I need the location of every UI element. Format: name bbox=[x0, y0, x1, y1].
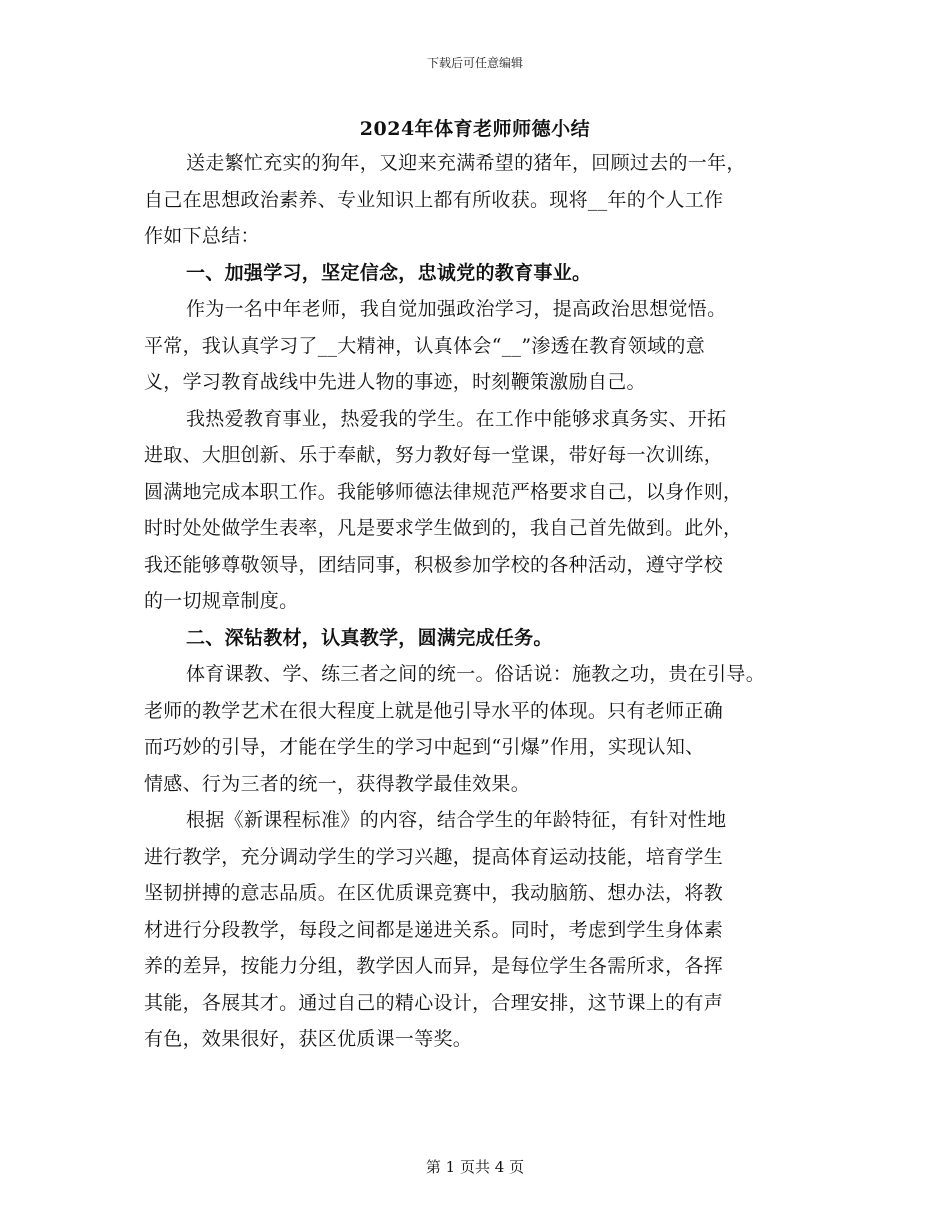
paragraph-line: 我还能够尊敬领导，团结同事，积极参加学校的各种活动，遵守学校 bbox=[144, 553, 724, 576]
paragraph-line: 而巧妙的引导，才能在学生的学习中起到“引爆”作用，实现认知、 bbox=[144, 736, 705, 758]
paragraph-line: 时时处处做学生表率，凡是要求学生做到的，我自己首先做到。此外， bbox=[144, 517, 743, 539]
paragraph-line: 养的差异，按能力分组，教学因人而异，是每位学生各需所求，各挥 bbox=[144, 955, 724, 977]
paragraph-line: 进行教学，充分调动学生的学习兴趣，提高体育运动技能，培育学生 bbox=[144, 845, 724, 868]
section-heading: 二、深钻教材，认真教学，圆满完成任务。 bbox=[186, 626, 553, 649]
paragraph-line: 其能，各展其才。通过自己的精心设计，合理安排，这节课上的有声 bbox=[144, 991, 724, 1014]
paragraph-line: 我热爱教育事业，热爱我的学生。在工作中能够求真务实、开拓 bbox=[186, 407, 727, 430]
paragraph-line: 坚韧拼搏的意志品质。在区优质课竞赛中，我动脑筋、想办法，将教 bbox=[144, 882, 724, 904]
paragraph-line: 情感、行为三者的统一，获得教学最佳效果。 bbox=[144, 772, 531, 795]
page-number: 第 1 页共 4 页 bbox=[425, 1158, 525, 1176]
paragraph-line: 圆满地完成本职工作。我能够师德法律规范严格要求自己，以身作则， bbox=[144, 480, 743, 503]
paragraph-line: 平常，我认真学习了__大精神，认真体会“__”渗透在教育领域的意 bbox=[144, 334, 706, 357]
paragraph-line: 材进行分段教学，每段之间都是递进关系。同时，考虑到学生身体素 bbox=[144, 918, 724, 941]
paragraph-line: 作如下总结： bbox=[144, 225, 260, 247]
paragraph-line: 有色，效果很好，获区优质课一等奖。 bbox=[144, 1028, 473, 1050]
header-note: 下载后可任意编辑 bbox=[426, 56, 523, 70]
page-title: 2024年体育老师师德小结 bbox=[359, 118, 591, 140]
paragraph-line: 的一切规章制度。 bbox=[144, 590, 299, 612]
paragraph-line: 自己在思想政治素养、专业知识上都有所收获。现将__年的个人工作 bbox=[144, 188, 724, 211]
paragraph-line: 作为一名中年老师，我自觉加强政治学习，提高政治思想觉悟。 bbox=[186, 298, 727, 320]
paragraph-line: 进取、大胆创新、乐于奉献，努力教好每一堂课，带好每一次训练， bbox=[144, 444, 724, 466]
document-body bbox=[144, 145, 824, 1058]
paragraph-line: 义，学习教育战线中先进人物的事迹，时刻鞭策激励自己。 bbox=[144, 371, 646, 393]
paragraph-line: 送走繁忙充实的狗年，又迎来充满希望的猪年，回顾过去的一年， bbox=[186, 152, 746, 174]
paragraph-line: 老师的教学艺术在很大程度上就是他引导水平的体现。只有老师正确 bbox=[144, 699, 724, 722]
section-heading: 一、加强学习，坚定信念，忠诚党的教育事业。 bbox=[186, 261, 592, 284]
paragraph-line: 根据《新课程标准》的内容，结合学生的年龄特征，有针对性地 bbox=[186, 809, 727, 831]
paragraph-line: 体育课教、学、练三者之间的统一。俗话说：施教之功，贵在引导。 bbox=[186, 663, 766, 685]
